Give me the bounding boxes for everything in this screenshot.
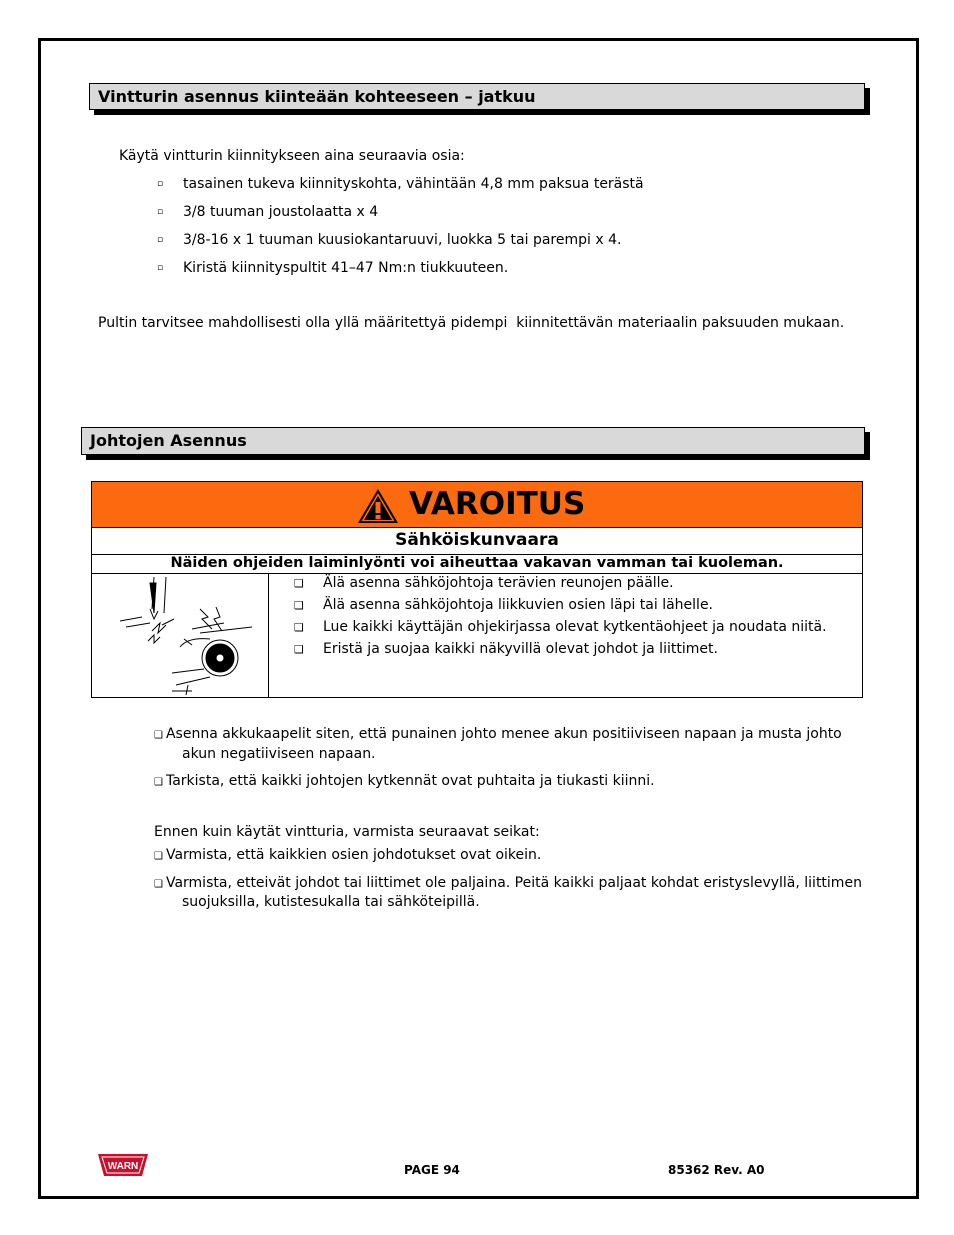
before-use-text: Ennen kuin käytät vintturia, varmista seuraavat seikat: xyxy=(154,824,540,840)
bullet-icon: ▫ xyxy=(157,235,164,245)
check-connections-instruction: ❑ Tarkista, että kaikki johtojen kytkennät ovat puhtaita ja tiukasti kiinni. xyxy=(154,773,655,789)
document-revision: 85362 Rev. A0 xyxy=(668,1163,765,1177)
checkbox-bullet-icon: ❑ xyxy=(294,643,304,656)
bullet-icon: ▫ xyxy=(157,207,164,217)
warning-message: Näiden ohjeiden laiminlyönti voi aiheuttaa vakavan vamman tai kuoleman. xyxy=(92,554,862,574)
checkbox-bullet-icon: ❑ xyxy=(154,851,163,862)
checkbox-bullet-icon: ❑ xyxy=(154,777,163,788)
bullet-icon: ▫ xyxy=(157,179,164,189)
warn-logo xyxy=(98,1153,148,1177)
verify-exposed-instruction-cont: suojuksilla, kutistesukalla tai sähköteipillä. xyxy=(182,894,480,910)
verify-wiring-instruction: ❑ Varmista, että kaikkien osien johdotukset ovat oikein. xyxy=(154,847,542,863)
section-title: Johtojen Asennus xyxy=(90,431,247,450)
battery-cable-instruction: ❑ Asenna akkukaapelit siten, että punainen johto menee akun positiiviseen napaan ja musta johto xyxy=(154,726,842,742)
checkbox-bullet-icon: ❑ xyxy=(294,621,304,634)
bolt-length-note: Pultin tarvitsee mahdollisesti olla yllä määritettyä pidempi kiinnitettävän materiaalin paksuuden mukaan. xyxy=(98,315,845,331)
section-title: Vintturin asennus kiinteään kohteeseen – jatkuu xyxy=(98,87,536,106)
battery-cable-instruction-cont: akun negatiiviseen napaan. xyxy=(182,746,376,762)
electric-shock-illustration xyxy=(92,573,269,697)
checkbox-bullet-icon: ❑ xyxy=(294,577,304,590)
warning-box: VAROITUS Sähköiskunvaara Näiden ohjeiden laiminlyönti voi aiheuttaa vakavan vamman tai kuoleman. ❑ Älä asenna sähköjohtoja terävien reunojen päälle. ❑ Älä asenna sähköjohtoja liikkuvien osien läpi tai lähelle. ❑ Lue kaikki käyttäjän ohjekirjassa olevat kytkentäohjeet ja noudata niitä. ❑ Eristä ja suojaa kaikki näkyvillä olevat johdot ja liittimet. xyxy=(91,481,863,698)
logo-text: WARN xyxy=(107,1161,139,1172)
section-header-wiring xyxy=(81,427,865,455)
hazard-type: Sähköiskunvaara xyxy=(92,527,862,555)
warning-title: VAROITUS xyxy=(409,486,586,522)
checkbox-bullet-icon: ❑ xyxy=(154,879,163,890)
warning-header xyxy=(92,482,862,528)
warning-triangle-icon xyxy=(356,487,400,525)
intro-text: Käytä vintturin kiinnitykseen aina seuraavia osia: xyxy=(119,148,465,164)
checkbox-bullet-icon: ❑ xyxy=(294,599,304,612)
section-header-winch-mounting xyxy=(89,83,865,110)
bullet-icon: ▫ xyxy=(157,263,164,273)
page-number: PAGE 94 xyxy=(404,1163,460,1177)
verify-exposed-instruction: ❑ Varmista, etteivät johdot tai liittimet ole paljaina. Peitä kaikki paljaat kohdat eristyslevyllä, liittimen xyxy=(154,875,862,891)
electric-shock-hazard-icon xyxy=(92,573,268,697)
checkbox-bullet-icon: ❑ xyxy=(154,730,163,741)
